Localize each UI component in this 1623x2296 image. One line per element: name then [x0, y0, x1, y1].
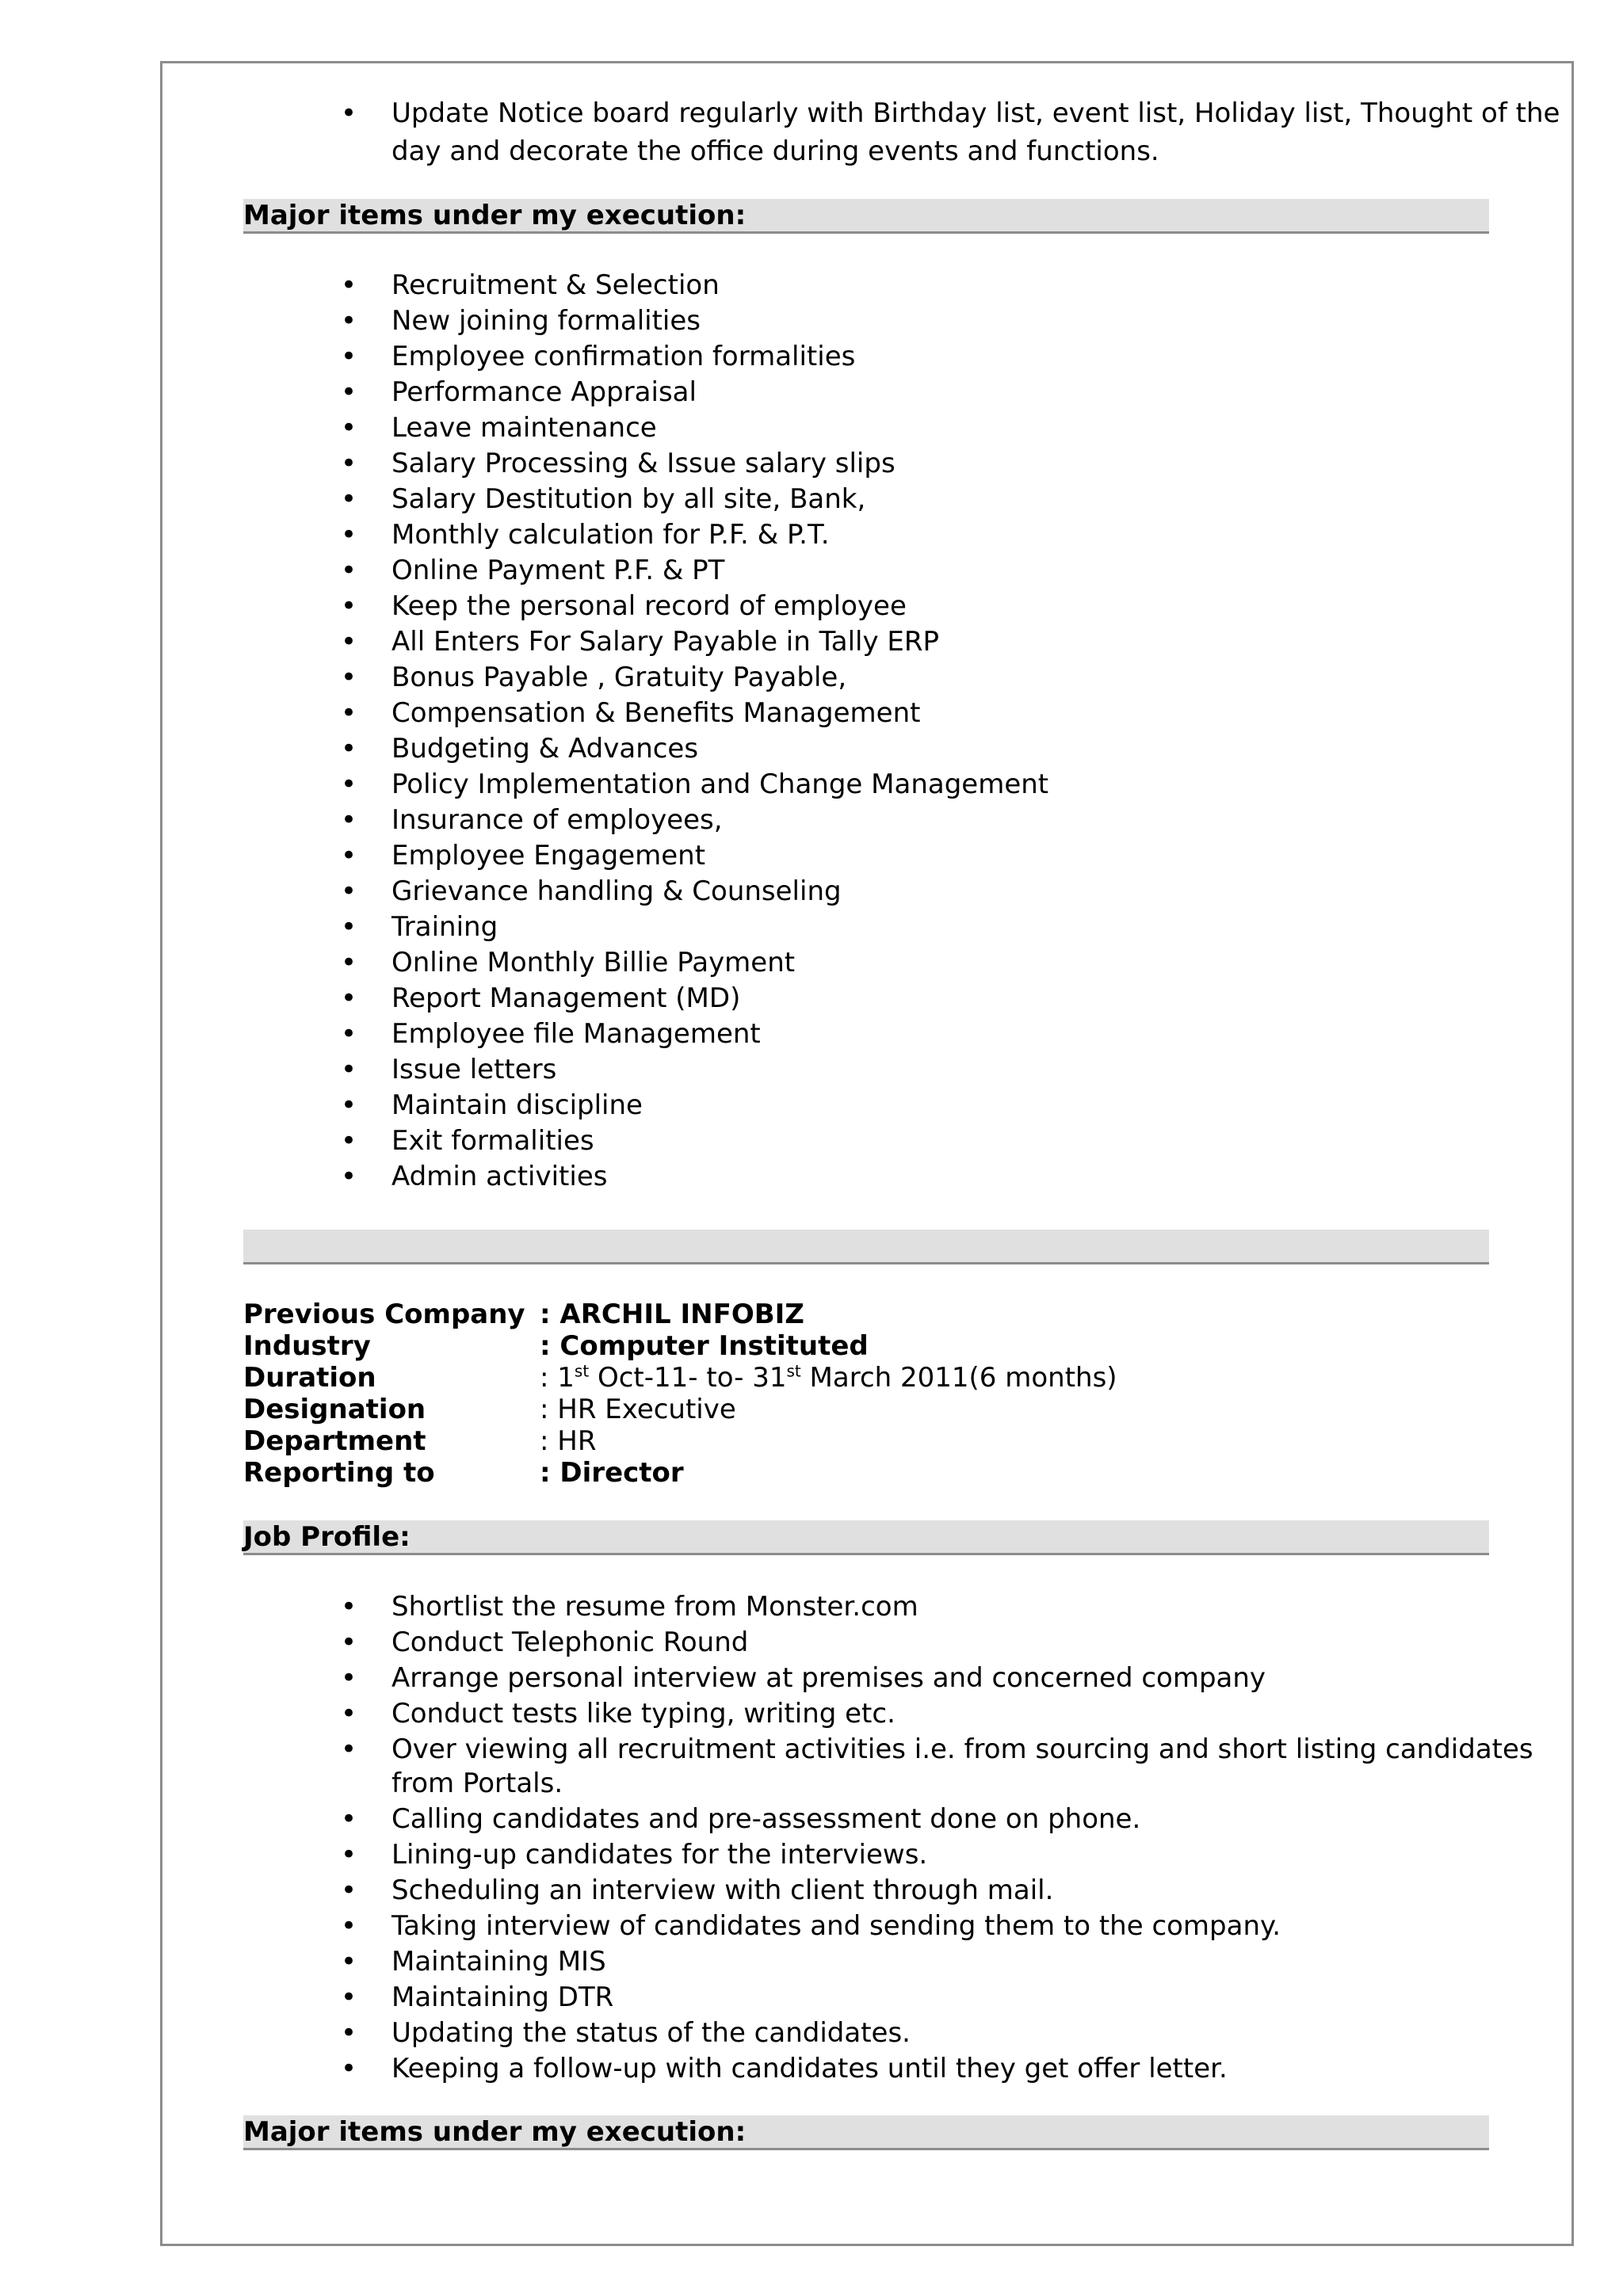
bullet-glyph: •: [341, 1662, 357, 1694]
bullet-glyph: •: [341, 1627, 357, 1658]
list-item: Employee confirmation formalities: [391, 341, 856, 372]
list-item: Recruitment & Selection: [391, 269, 720, 301]
bullet-glyph: •: [341, 804, 357, 836]
list-item: Leave maintenance: [391, 412, 657, 444]
reporting-to-label: Reporting to: [243, 1457, 435, 1489]
bullet-glyph: •: [341, 626, 357, 658]
bullet-glyph: •: [341, 1803, 357, 1835]
designation-value: : HR Executive: [540, 1394, 736, 1425]
major-items-title: Major items under my execution:: [243, 200, 747, 231]
list-item: Arrange personal interview at premises and concerned company: [391, 1662, 1266, 1694]
list-item: Training: [391, 911, 498, 943]
list-item: Lining-up candidates for the interviews.: [391, 1839, 928, 1871]
bullet-glyph: •: [341, 733, 357, 765]
bullet-glyph: •: [341, 982, 357, 1014]
bullet-glyph: •: [341, 875, 357, 907]
list-item: Grievance handling & Counseling: [391, 875, 842, 907]
list-item: Admin activities: [391, 1161, 608, 1192]
list-item: Online Payment P.F. & PT: [391, 555, 725, 586]
reporting-to-value: : Director: [540, 1457, 684, 1489]
list-item: Keep the personal record of employee: [391, 590, 907, 622]
list-item: Employee file Management: [391, 1018, 761, 1050]
duration-label: Duration: [243, 1362, 376, 1394]
section-header-bar: [243, 1520, 1489, 1555]
bullet-glyph: •: [341, 662, 357, 693]
bullet-glyph: •: [341, 483, 357, 515]
list-item: Shortlist the resume from Monster.com: [391, 1591, 918, 1623]
list-item: Keeping a follow-up with candidates until they get offer letter.: [391, 2053, 1228, 2084]
list-item: Policy Implementation and Change Management: [391, 769, 1049, 800]
designation-label: Designation: [243, 1394, 426, 1425]
bullet-glyph: •: [341, 2017, 357, 2049]
list-item: Employee Engagement: [391, 840, 706, 871]
list-item: Monthly calculation for P.F. & P.T.: [391, 519, 830, 551]
list-item: Scheduling an interview with client through mail.: [391, 1875, 1054, 1906]
empty-section-bar: [243, 1230, 1489, 1264]
list-item: All Enters For Salary Payable in Tally ERP: [391, 626, 940, 658]
list-item: Salary Processing & Issue salary slips: [391, 448, 896, 479]
list-item: Insurance of employees,: [391, 804, 723, 836]
list-item: Maintaining DTR: [391, 1981, 614, 2013]
industry-label: Industry: [243, 1330, 371, 1362]
bullet-glyph: •: [341, 769, 357, 800]
duration-value: : 1st Oct-11- to- 31st March 2011(6 months): [540, 1361, 1117, 1394]
bullet-glyph: •: [341, 947, 357, 978]
list-item: Compensation & Benefits Management: [391, 697, 921, 729]
bullet-glyph: •: [341, 1018, 357, 1050]
list-item: Updating the status of the candidates.: [391, 2017, 911, 2049]
list-item: Exit formalities: [391, 1125, 594, 1157]
list-item: Conduct Telephonic Round: [391, 1627, 749, 1658]
list-item: Issue letters: [391, 1054, 557, 1085]
bullet-glyph: •: [341, 697, 357, 729]
bullet-glyph: •: [341, 341, 357, 372]
bullet-glyph: •: [341, 1839, 357, 1871]
bullet-glyph: •: [341, 305, 357, 337]
industry-value: : Computer Instituted: [540, 1330, 869, 1362]
intro-bullet-line2: day and decorate the office during events and functions.: [391, 135, 1159, 167]
bullet-glyph: •: [341, 269, 357, 301]
bullet-glyph: •: [341, 1161, 357, 1192]
list-item: Report Management (MD): [391, 982, 741, 1014]
list-item: Bonus Payable , Gratuity Payable,: [391, 662, 847, 693]
bullet-glyph: •: [341, 1875, 357, 1906]
bullet-glyph: •: [341, 2053, 357, 2084]
previous-company-value: : ARCHIL INFOBIZ: [540, 1299, 804, 1330]
bullet-glyph: •: [341, 448, 357, 479]
list-item: Maintain discipline: [391, 1089, 643, 1121]
department-value: : HR: [540, 1425, 597, 1457]
bullet-glyph: •: [341, 1910, 357, 1942]
bullet-glyph: •: [341, 911, 357, 943]
bullet-glyph: •: [341, 1591, 357, 1623]
previous-company-label: Previous Company: [243, 1299, 525, 1330]
bullet-glyph: •: [341, 840, 357, 871]
department-label: Department: [243, 1425, 426, 1457]
list-item: Performance Appraisal: [391, 376, 697, 408]
bullet-glyph: •: [341, 1089, 357, 1121]
list-item: Salary Destitution by all site, Bank,: [391, 483, 866, 515]
bullet-glyph: •: [341, 555, 357, 586]
bullet-glyph: •: [341, 97, 357, 129]
list-item: New joining formalities: [391, 305, 701, 337]
bullet-glyph: •: [341, 1054, 357, 1085]
list-item-line1: Over viewing all recruitment activities i.e. from sourcing and short listing candidates: [391, 1733, 1533, 1765]
list-item: Maintaining MIS: [391, 1946, 606, 1978]
list-item: Online Monthly Billie Payment: [391, 947, 796, 978]
bullet-glyph: •: [341, 1733, 357, 1765]
bullet-glyph: •: [341, 1946, 357, 1978]
list-item: Calling candidates and pre-assessment done on phone.: [391, 1803, 1141, 1835]
bullet-glyph: •: [341, 1981, 357, 2013]
list-item: Taking interview of candidates and sending them to the company.: [391, 1910, 1281, 1942]
bullet-glyph: •: [341, 376, 357, 408]
bullet-glyph: •: [341, 519, 357, 551]
intro-bullet-line1: Update Notice board regularly with Birthday list, event list, Holiday list, Thought of the: [391, 97, 1560, 129]
list-item: Conduct tests like typing, writing etc.: [391, 1698, 896, 1730]
bullet-glyph: •: [341, 1125, 357, 1157]
list-item: Budgeting & Advances: [391, 733, 699, 765]
list-item-line2: from Portals.: [391, 1768, 563, 1799]
major-items-title-2: Major items under my execution:: [243, 2116, 747, 2148]
bullet-glyph: •: [341, 412, 357, 444]
bullet-glyph: •: [341, 590, 357, 622]
job-profile-title: Job Profile:: [243, 1521, 411, 1553]
bullet-glyph: •: [341, 1698, 357, 1730]
